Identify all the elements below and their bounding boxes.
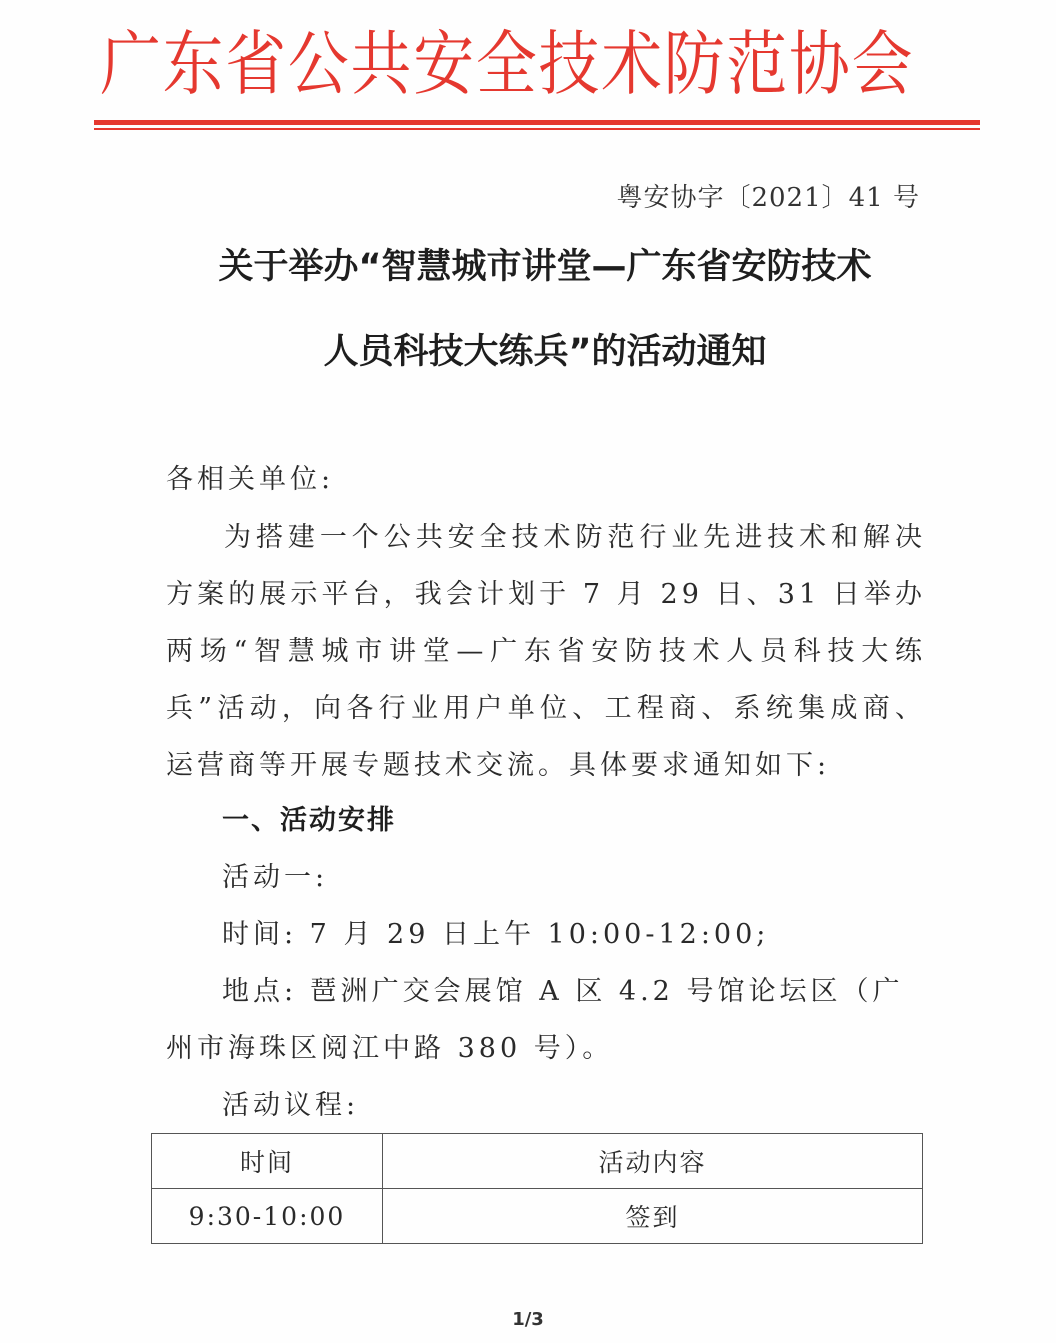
agenda-header-content: 活动内容 — [383, 1134, 923, 1189]
table-row — [152, 1189, 923, 1244]
agenda-table — [151, 1133, 923, 1244]
agenda-cell-content: 签到 — [383, 1189, 923, 1244]
letterhead-rule-thick — [94, 120, 980, 125]
document-title-line-1: 关于举办“智慧城市讲堂—广东省安防技术 — [218, 247, 872, 287]
agenda-header-time: 时间 — [152, 1134, 383, 1189]
letterhead-rule-thin — [94, 128, 980, 130]
page-number: 1/3 — [512, 1309, 544, 1330]
salutation: 各相关单位: — [166, 464, 335, 495]
section-heading-activity-arrangement: 一、活动安排 — [222, 805, 396, 836]
activity-one-label: 活动一: — [222, 862, 329, 893]
body-paragraph: 为搭建一个公共安全技术防范行业先进技术和解决方案的展示平台，我会计划于 7 月 29 日、31 日举办两场“智慧城市讲堂—广东省安防技术人员科技大练兵”活动，向各行业用户单位、工程商、系统集成商、运营商等开展专题技术交流。具体要求通知如下: — [166, 522, 926, 781]
organization-letterhead: 广东省公共安全技术防范协会 — [100, 23, 915, 105]
activity-place: 地点: 琶洲广交会展馆 A 区 4.2 号馆论坛区（广州市海珠区阅江中路 380 号）。 — [166, 976, 904, 1064]
document-title-line-2: 人员科技大练兵”的活动通知 — [323, 332, 767, 372]
document-number: 粤安协字〔2021〕41 号 — [616, 183, 920, 213]
agenda-cell-time: 9:30-10:00 — [152, 1189, 383, 1244]
activity-time: 时间: 7 月 29 日上午 10:00-12:00; — [222, 919, 770, 950]
agenda-label: 活动议程: — [222, 1090, 360, 1121]
agenda-header-row — [152, 1134, 923, 1189]
